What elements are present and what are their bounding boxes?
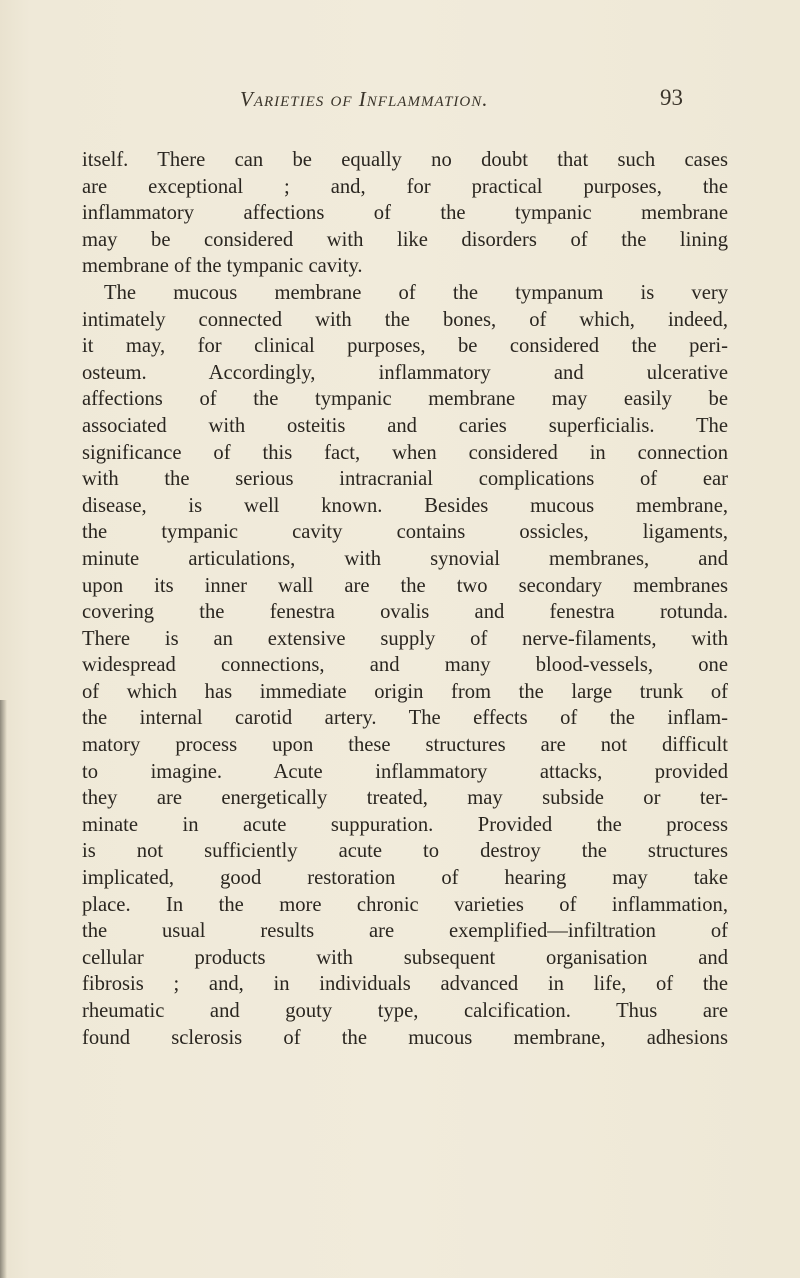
page-number: 93 [660, 85, 683, 110]
text-line: matory process upon these structures are not difficult [82, 734, 728, 757]
text-line: There is an extensive supply of nerve-filaments, with [82, 627, 728, 650]
text-line: to imagine. Acute inflammatory attacks, provided [82, 760, 728, 783]
text-line: is not sufficiently acute to destroy the structures [82, 840, 728, 863]
text-line: widespread connections, and many blood-vessels, one [82, 654, 728, 677]
text-line: minate in acute suppuration. Provided the process [82, 813, 728, 836]
text-line: affections of the tympanic membrane may easily be [82, 388, 728, 411]
text-line: disease, is well known. Besides mucous membrane, [82, 494, 728, 517]
text-line: the usual results are exemplified—infiltration of [82, 920, 728, 943]
text-line: are exceptional ; and, for practical purposes, the [82, 175, 728, 198]
text-line: with the serious intracranial complications of ear [82, 468, 728, 491]
running-head: Varieties of Inflammation. [240, 87, 489, 111]
text-line: may be considered with like disorders of the lining [82, 228, 728, 251]
text-line: found sclerosis of the mucous membrane, adhesions [82, 1026, 728, 1049]
text-line: place. In the more chronic varieties of inflammation, [82, 893, 728, 916]
page-gutter-shadow [0, 700, 7, 1278]
text-line: significance of this fact, when considered in connection [82, 441, 728, 464]
text-line: of which has immediate origin from the large trunk of [82, 680, 728, 703]
text-line: associated with osteitis and caries superficialis. The [82, 414, 728, 437]
text-line: implicated, good restoration of hearing may take [82, 867, 728, 890]
text-line: covering the fenestra ovalis and fenestra rotunda. [82, 601, 728, 624]
body-text [82, 147, 728, 1051]
text-line: inflammatory affections of the tympanic membrane [82, 202, 728, 225]
page-header [0, 72, 800, 112]
text-line: upon its inner wall are the two secondary membranes [82, 574, 728, 597]
text-line: they are energetically treated, may subside or ter- [82, 787, 728, 810]
text-line: the tympanic cavity contains ossicles, ligaments, [82, 521, 728, 544]
text-line: minute articulations, with synovial membranes, and [82, 547, 728, 570]
text-line: The mucous membrane of the tympanum is very [104, 281, 728, 304]
text-line: osteum. Accordingly, inflammatory and ulcerative [82, 361, 728, 384]
text-line: membrane of the tympanic cavity. [82, 255, 363, 278]
text-line: cellular products with subsequent organisation and [82, 946, 728, 969]
text-line: the internal carotid artery. The effects of the inflam- [82, 707, 728, 730]
text-line: fibrosis ; and, in individuals advanced in life, of the [82, 973, 728, 996]
text-line: intimately connected with the bones, of which, indeed, [82, 308, 728, 331]
text-line: it may, for clinical purposes, be considered the peri- [82, 335, 728, 358]
text-line: itself. There can be equally no doubt that such cases [82, 149, 728, 171]
text-line: rheumatic and gouty type, calcification. Thus are [82, 1000, 728, 1022]
